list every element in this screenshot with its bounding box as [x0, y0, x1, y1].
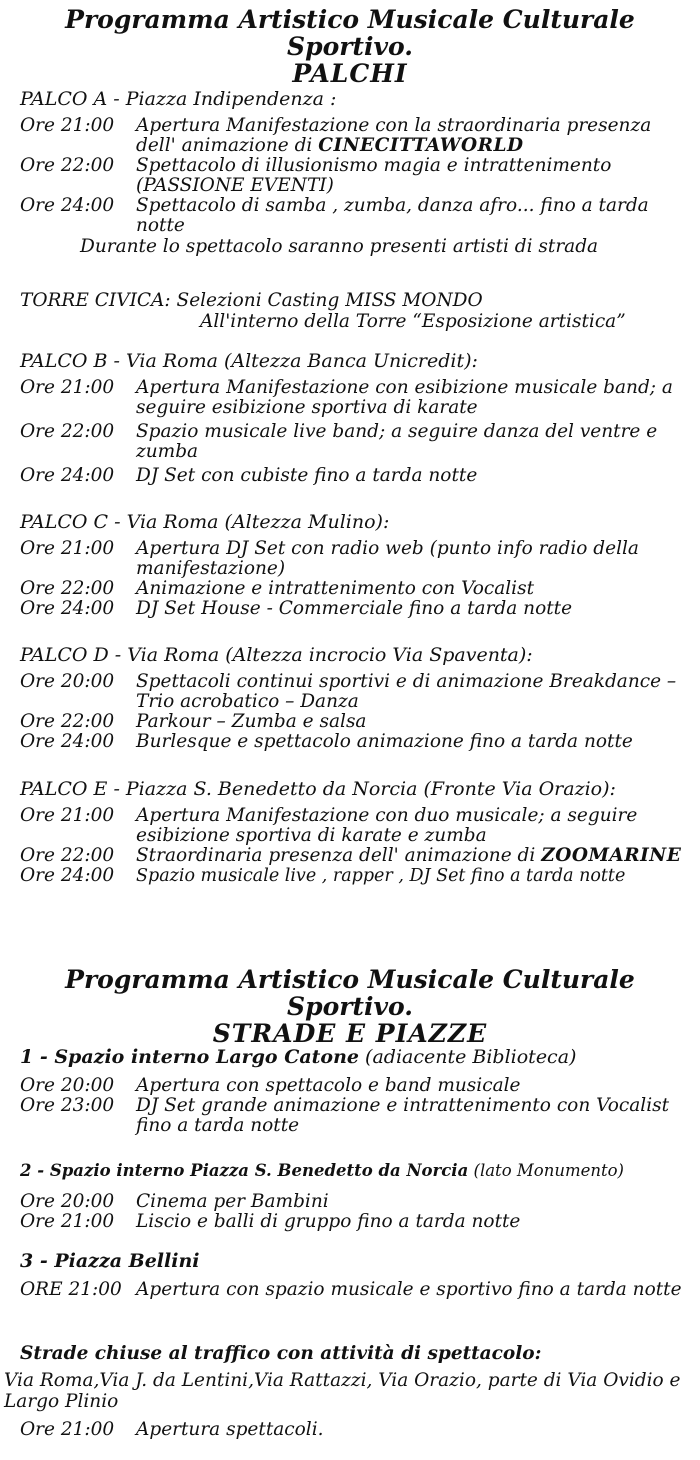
- list-item: [0, 866, 700, 886]
- location-3-section: [0, 1250, 700, 1300]
- list-item: [0, 378, 700, 418]
- palco-c-section: [0, 511, 700, 619]
- list-item: [0, 539, 700, 579]
- event-description: Liscio e balli di gruppo fino a tarda notte: [136, 1211, 521, 1232]
- location-1-section: [0, 1046, 700, 1136]
- guest-name: ZOOMARINE: [541, 845, 682, 866]
- closed-streets-list: Via Roma,Via J. da Lentini,Via Rattazzi, Via Orazio, parte di Via Ovidio e Largo Plinio: [4, 1370, 681, 1412]
- event-text: Straordinaria presenza dell' animazione di: [136, 845, 542, 866]
- event-time: Ore 20:00: [20, 671, 115, 692]
- location-3-heading: [0, 1250, 700, 1272]
- location-1-heading: [0, 1046, 700, 1068]
- event-time: Ore 21:00: [20, 1211, 115, 1232]
- list-item: [0, 672, 700, 712]
- list-item: [0, 579, 700, 599]
- part1-title: [0, 6, 700, 87]
- part2-title: [0, 966, 700, 1047]
- palco-a-heading: PALCO A - Piazza Indipendenza :: [20, 88, 337, 110]
- list-item: [0, 116, 700, 156]
- event-description: Apertura spettacoli.: [136, 1419, 324, 1440]
- list-item: [0, 599, 700, 619]
- event-time: Ore 22:00: [20, 845, 115, 866]
- palco-e-section: [0, 778, 700, 886]
- event-time: Ore 20:00: [20, 1191, 115, 1212]
- palco-d-heading: PALCO D - Via Roma (Altezza incrocio Via Spaventa):: [20, 644, 533, 666]
- location-2-name: 2 - Spazio interno Piazza S. Benedetto da Norcia: [20, 1161, 469, 1180]
- event-time: Ore 24:00: [20, 195, 115, 216]
- event-description: Apertura Manifestazione con esibizione musicale band; a seguire esibizione sportiva di karate: [136, 377, 673, 418]
- event-description: Burlesque e spettacolo animazione fino a tarda notte: [136, 731, 633, 752]
- location-2-heading: [0, 1160, 700, 1182]
- event-time: Ore 24:00: [20, 865, 115, 886]
- list-item: [0, 1076, 700, 1096]
- event-description: Parkour – Zumba e salsa: [136, 711, 367, 732]
- location-1-detail: (adiacente Biblioteca): [359, 1046, 577, 1068]
- part2-title-text: Programma Artistico Musicale Culturale Sportivo.: [65, 965, 635, 1021]
- event-time: Ore 24:00: [20, 465, 115, 486]
- torre-text: [0, 290, 700, 332]
- event-time: Ore 24:00: [20, 598, 115, 619]
- location-2-detail: (lato Monumento): [468, 1161, 624, 1180]
- list-item: [0, 1280, 700, 1300]
- event-description: Spazio musicale live , rapper , DJ Set fino a tarda notte: [136, 866, 626, 886]
- list-item: [0, 156, 700, 196]
- event-time: Ore 22:00: [20, 711, 115, 732]
- event-description: Apertura Manifestazione con duo musicale; a seguire esibizione sportiva di karate e zumba: [136, 805, 638, 846]
- event-description: Animazione e intrattenimento con Vocalist: [136, 578, 535, 599]
- location-1-name: 1 - Spazio interno Largo Catone: [20, 1046, 359, 1068]
- event-description: DJ Set House - Commerciale fino a tarda notte: [136, 598, 573, 619]
- event-time: Ore 22:00: [20, 578, 115, 599]
- event-description: [136, 116, 700, 156]
- list-item: [0, 466, 700, 486]
- event-description: Apertura con spazio musicale e sportivo fino a tarda notte: [136, 1279, 682, 1300]
- event-description: Cinema per Bambini: [136, 1191, 329, 1212]
- list-item: [0, 1420, 700, 1440]
- event-description: DJ Set grande animazione e intrattenimento con Vocalist fino a tarda notte: [136, 1095, 670, 1136]
- event-time: Ore 21:00: [20, 115, 115, 136]
- event-description: [136, 846, 700, 866]
- torre-section: [0, 290, 700, 332]
- torre-line2: All'interno della Torre “Esposizione artistica”: [200, 311, 626, 332]
- torre-line1: Selezioni Casting MISS MONDO: [170, 290, 483, 311]
- event-time: Ore 21:00: [20, 1419, 115, 1440]
- palco-a-section: [0, 88, 700, 257]
- closed-streets-heading: Strade chiuse al traffico con attività di spettacolo:: [20, 1343, 542, 1364]
- list-item: [0, 846, 700, 866]
- list-item: [0, 806, 700, 846]
- event-time: Ore 23:00: [20, 1095, 115, 1116]
- event-time: Ore 22:00: [20, 155, 115, 176]
- event-text: Apertura Manifestazione con la straordinaria presenza dell' animazione di: [136, 115, 652, 156]
- palco-e-heading: PALCO E - Piazza S. Benedetto da Norcia (Fronte Via Orazio):: [20, 778, 616, 800]
- torre-label: TORRE CIVICA:: [20, 290, 171, 311]
- list-item: [0, 732, 700, 752]
- palco-b-heading: PALCO B - Via Roma (Altezza Banca Unicredit):: [20, 350, 478, 372]
- palco-c-heading: PALCO C - Via Roma (Altezza Mulino):: [20, 511, 390, 533]
- part2-subtitle: STRADE E PIAZZE: [212, 1019, 488, 1048]
- list-item: [0, 712, 700, 732]
- event-description: Apertura DJ Set con radio web (punto info radio della manifestazione): [136, 538, 639, 579]
- event-description: Spettacoli continui sportivi e di animazione Breakdance – Trio acrobatico – Danza: [136, 671, 677, 712]
- event-time: Ore 21:00: [20, 377, 115, 398]
- closed-streets-section: [0, 1343, 700, 1440]
- palco-b-section: [0, 350, 700, 486]
- part1-title-text: Programma Artistico Musicale Culturale Sportivo.: [65, 5, 635, 61]
- event-time: Ore 20:00: [20, 1075, 115, 1096]
- list-item: [0, 196, 700, 236]
- event-time: Ore 22:00: [20, 421, 115, 442]
- event-description: Apertura con spettacolo e band musicale: [136, 1075, 521, 1096]
- event-time: Ore 21:00: [20, 538, 115, 559]
- street-artists-note: Durante lo spettacolo saranno presenti artisti di strada: [80, 236, 599, 257]
- event-time: Ore 21:00: [20, 805, 115, 826]
- event-time: Ore 24:00: [20, 731, 115, 752]
- list-item: [0, 1096, 700, 1136]
- location-2-section: [0, 1160, 700, 1232]
- event-time: ORE 21:00: [20, 1279, 122, 1300]
- guest-name: CINECITTAWORLD: [318, 135, 524, 156]
- event-description: Spazio musicale live band; a seguire danza del ventre e zumba: [136, 421, 658, 462]
- palco-d-section: [0, 644, 700, 752]
- event-description: Spettacolo di samba , zumba, danza afro... fino a tarda notte: [136, 195, 649, 236]
- location-3-name: 3 - Piazza Bellini: [20, 1250, 200, 1272]
- list-item: [0, 1192, 700, 1212]
- event-description: Spettacolo di illusionismo magia e intrattenimento (PASSIONE EVENTI): [136, 155, 612, 196]
- list-item: [0, 1212, 700, 1232]
- part1-subtitle: PALCHI: [292, 59, 408, 88]
- list-item: [0, 422, 700, 462]
- event-description: DJ Set con cubiste fino a tarda notte: [136, 465, 478, 486]
